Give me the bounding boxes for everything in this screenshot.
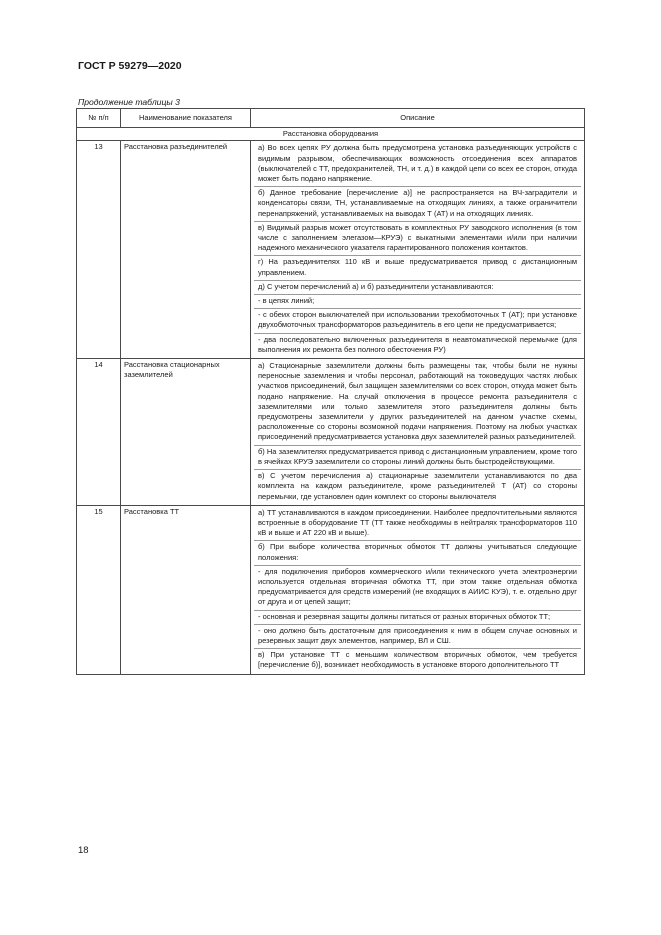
column-header-name: Наименование показателя <box>121 109 251 128</box>
description-paragraph: - основная и резервная защиты должны питаться от разных вторичных обмоток ТТ; <box>254 611 581 625</box>
description-cell <box>251 141 585 359</box>
description-paragraph: а) Стационарные заземлители должны быть размещены так, чтобы были не нужны переносные заземления и чтобы персонал, работающий на токоведущих частях любых участков присоединений, был защищен заземлителями со всех сторон, откуда может быть подано напряжение. На случай отключения в процессе ремонта разъединителя с заземлителями или только заземлителя этого разъединителя должны быть предусмотрены заземлители у других разъединителей на данном участке схемы, расположенные со стороны возможной подачи напряжения. Поэтому на любых участках присоединений предусматривается установка двух заземлителей разных разъединителей. <box>254 360 581 446</box>
table-row <box>77 505 585 674</box>
section-row <box>77 128 585 141</box>
row-number: 13 <box>77 141 121 359</box>
page-number: 18 <box>78 845 89 856</box>
description-paragraph: д) С учетом перечислений а) и б) разъединители устанавливаются: <box>254 281 581 295</box>
description-paragraph: - для подключения приборов коммерческого и/или технического учета электроэнергии используется отдельная вторичная обмотка ТТ, при этом также отдельная обмотка предусматривается для средств измерений (не входящих в АИИС КУЭ), т. е. отдельно друг от друга и от цепей защит; <box>254 566 581 611</box>
section-title: Расстановка оборудования <box>77 128 585 141</box>
description-paragraph: - два последовательно включенных разъединителя в неавтоматической перемычке (для выполнения их ремонта без полного обесточения РУ) <box>258 334 577 354</box>
column-header-description: Описание <box>251 109 585 128</box>
description-paragraph: г) На разъединителях 110 кВ и выше предусматривается привод с дистанционным управлением. <box>254 256 581 280</box>
table-caption: Продолжение таблицы 3 <box>78 97 180 107</box>
document-id: ГОСТ Р 59279—2020 <box>78 60 182 72</box>
indicator-name: Расстановка стационарных заземлителей <box>121 359 251 506</box>
description-paragraph: - с обеих сторон выключателей при использовании трехобмоточных Т (АТ); при установке двухобмоточных трансформаторов разъединитель в его цепи не предусматривается; <box>254 309 581 333</box>
row-number: 15 <box>77 505 121 674</box>
column-header-number: № п/п <box>77 109 121 128</box>
description-paragraph: а) Во всех цепях РУ должна быть предусмотрена установка разъединяющих устройств с видимым разрывом, обеспечивающих возможность отсоединения всех аппаратов (выключателей с ТТ, предохранителей, ТН, и т. д.) в каждой цепи со всех ее сторон, откуда может быть подано напряжение. <box>254 142 581 187</box>
description-paragraph: а) ТТ устанавливаются в каждом присоединении. Наиболее предпочтительными являются встроенные в оборудование ТТ (ТТ также необходимы в нейтралях трансформаторов 110 кВ и выше и АТ 220 кВ и выше). <box>254 507 581 542</box>
description-paragraph: б) На заземлителях предусматривается привод с дистанционным управлением, кроме того в ячейках КРУЭ заземлители со стороны линий должны быть быстродействующими. <box>254 446 581 470</box>
description-paragraph: - в цепях линий; <box>254 295 581 309</box>
description-cell <box>251 505 585 674</box>
description-paragraph: - оно должно быть достаточным для присоединения к ним в общем случае основных и резервных защит двух элементов, например, ВЛ и СШ. <box>254 625 581 649</box>
description-paragraph: в) С учетом перечисления а) стационарные заземлители устанавливаются по два комплекта на каждом разъединителе, кроме разъединителей Т (АТ) со стороны перемычки, где установлен один комплект со стороны выключателя <box>258 471 577 501</box>
table-header-row <box>77 109 585 128</box>
indicator-name: Расстановка ТТ <box>121 505 251 674</box>
description-paragraph: б) Данное требование [перечисление а)] не распространяется на ВЧ-заградители и конденсаторы связи, ТН, устанавливаемые на отходящих линиях, а также ограничители перенапряжений, устанавливаемых на выводах Т (АТ) и на отходящих линиях. <box>254 187 581 222</box>
table-row <box>77 141 585 359</box>
indicator-name: Расстановка разъединителей <box>121 141 251 359</box>
table-row <box>77 359 585 506</box>
description-paragraph: в) Видимый разрыв может отсутствовать в комплектных РУ заводского исполнения (в том числе с заполнением элегазом—КРУЭ) с выкатными элементами и/или при наличии надежного механического указателя гарантированного положения контактов. <box>254 222 581 257</box>
row-number: 14 <box>77 359 121 506</box>
description-cell <box>251 359 585 506</box>
requirements-table <box>76 108 585 675</box>
description-paragraph: б) При выборе количества вторичных обмоток ТТ должны учитываться следующие положения: <box>254 541 581 565</box>
description-paragraph: в) При установке ТТ с меньшим количеством вторичных обмоток, чем требуется [перечисление б)], возникает необходимость в установке второго дополнительного ТТ <box>258 650 577 670</box>
